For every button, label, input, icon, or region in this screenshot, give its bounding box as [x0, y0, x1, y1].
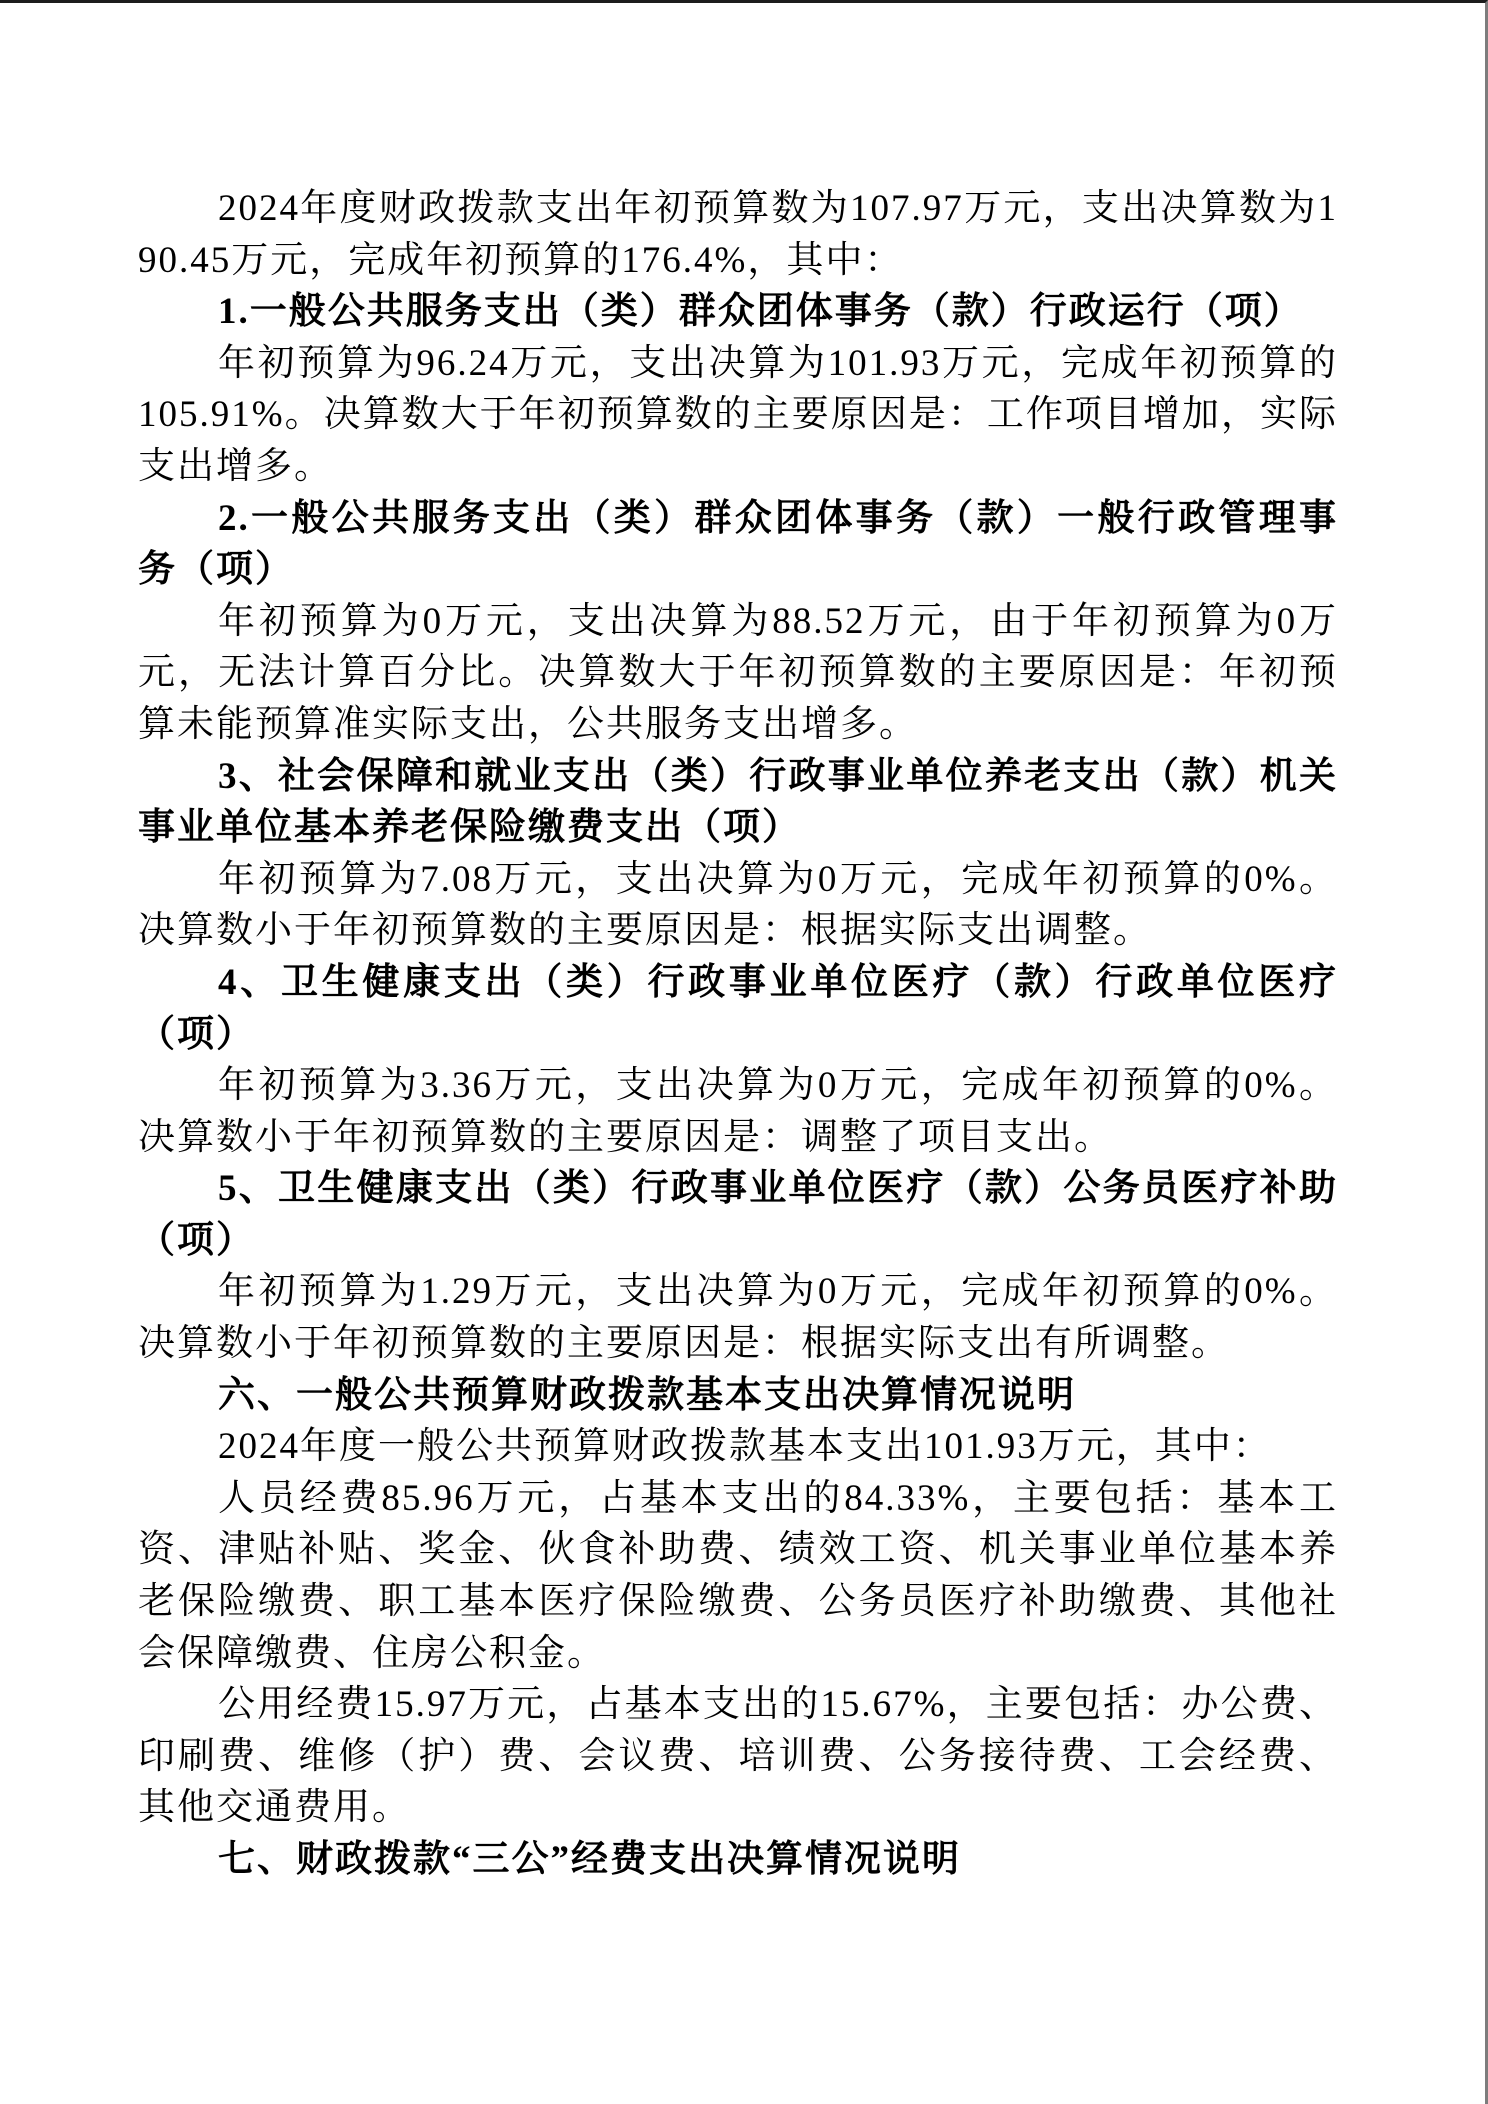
paragraph: 年初预算为0万元，支出决算为88.52万元，由于年初预算为0万元，无法计算百分比。决算数大于年初预算数的主要原因是：年初预算未能预算准实际支出，公共服务支出增多。 [138, 600, 1338, 745]
paragraph: 公用经费15.97万元，占基本支出的15.67%，主要包括：办公费、印刷费、维修（护）费、会议费、培训费、公务接待费、工会经费、其他交通费用。 [138, 1684, 1338, 1829]
section-heading: 3、社会保障和就业支出（类）行政事业单位养老支出（款）机关事业单位基本养老保险缴费支出（项） [138, 755, 1338, 849]
paragraph: 年初预算为96.24万元，支出决算为101.93万元，完成年初预算的105.91%。决算数大于年初预算数的主要原因是：工作项目增加，实际支出增多。 [138, 342, 1338, 487]
section-heading: 4、卫生健康支出（类）行政事业单位医疗（款）行政单位医疗（项） [138, 961, 1338, 1055]
paragraph: 年初预算为1.29万元，支出决算为0万元，完成年初预算的0%。决算数小于年初预算数的主要原因是：根据实际支出有所调整。 [138, 1271, 1338, 1365]
section-heading: 2.一般公共服务支出（类）群众团体事务（款）一般行政管理事务（项） [138, 497, 1338, 591]
paragraph: 年初预算为3.36万元，支出决算为0万元，完成年初预算的0%。决算数小于年初预算数的主要原因是：调整了项目支出。 [138, 1065, 1338, 1158]
section-heading: 六、一般公共预算财政拨款基本支出决算情况说明 [218, 1374, 1076, 1416]
paragraph: 人员经费85.96万元，占基本支出的84.33%，主要包括：基本工资、津贴补贴、奖金、伙食补助费、绩效工资、机关事业单位基本养老保险缴费、职工基本医疗保险缴费、公务员医疗补助缴费、其他社会保障缴费、住房公积金。 [138, 1477, 1338, 1674]
paragraph: 年初预算为7.08万元，支出决算为0万元，完成年初预算的0%。决算数小于年初预算数的主要原因是：根据实际支出调整。 [138, 858, 1338, 952]
document-text-body [138, 183, 1338, 1886]
section-heading: 七、财政拨款“三公”经费支出决算情况说明 [218, 1839, 961, 1880]
paragraph: 2024年度一般公共预算财政拨款基本支出101.93万元，其中： [218, 1426, 1272, 1468]
section-heading: 5、卫生健康支出（类）行政事业单位医疗（款）公务员医疗补助（项） [138, 1168, 1338, 1261]
paragraph: 2024年度财政拨款支出年初预算数为107.97万元，支出决算数为190.45万元，完成年初预算的176.4%，其中： [138, 188, 1338, 281]
section-heading: 1.一般公共服务支出（类）群众团体事务（款）行政运行（项） [218, 291, 1303, 333]
